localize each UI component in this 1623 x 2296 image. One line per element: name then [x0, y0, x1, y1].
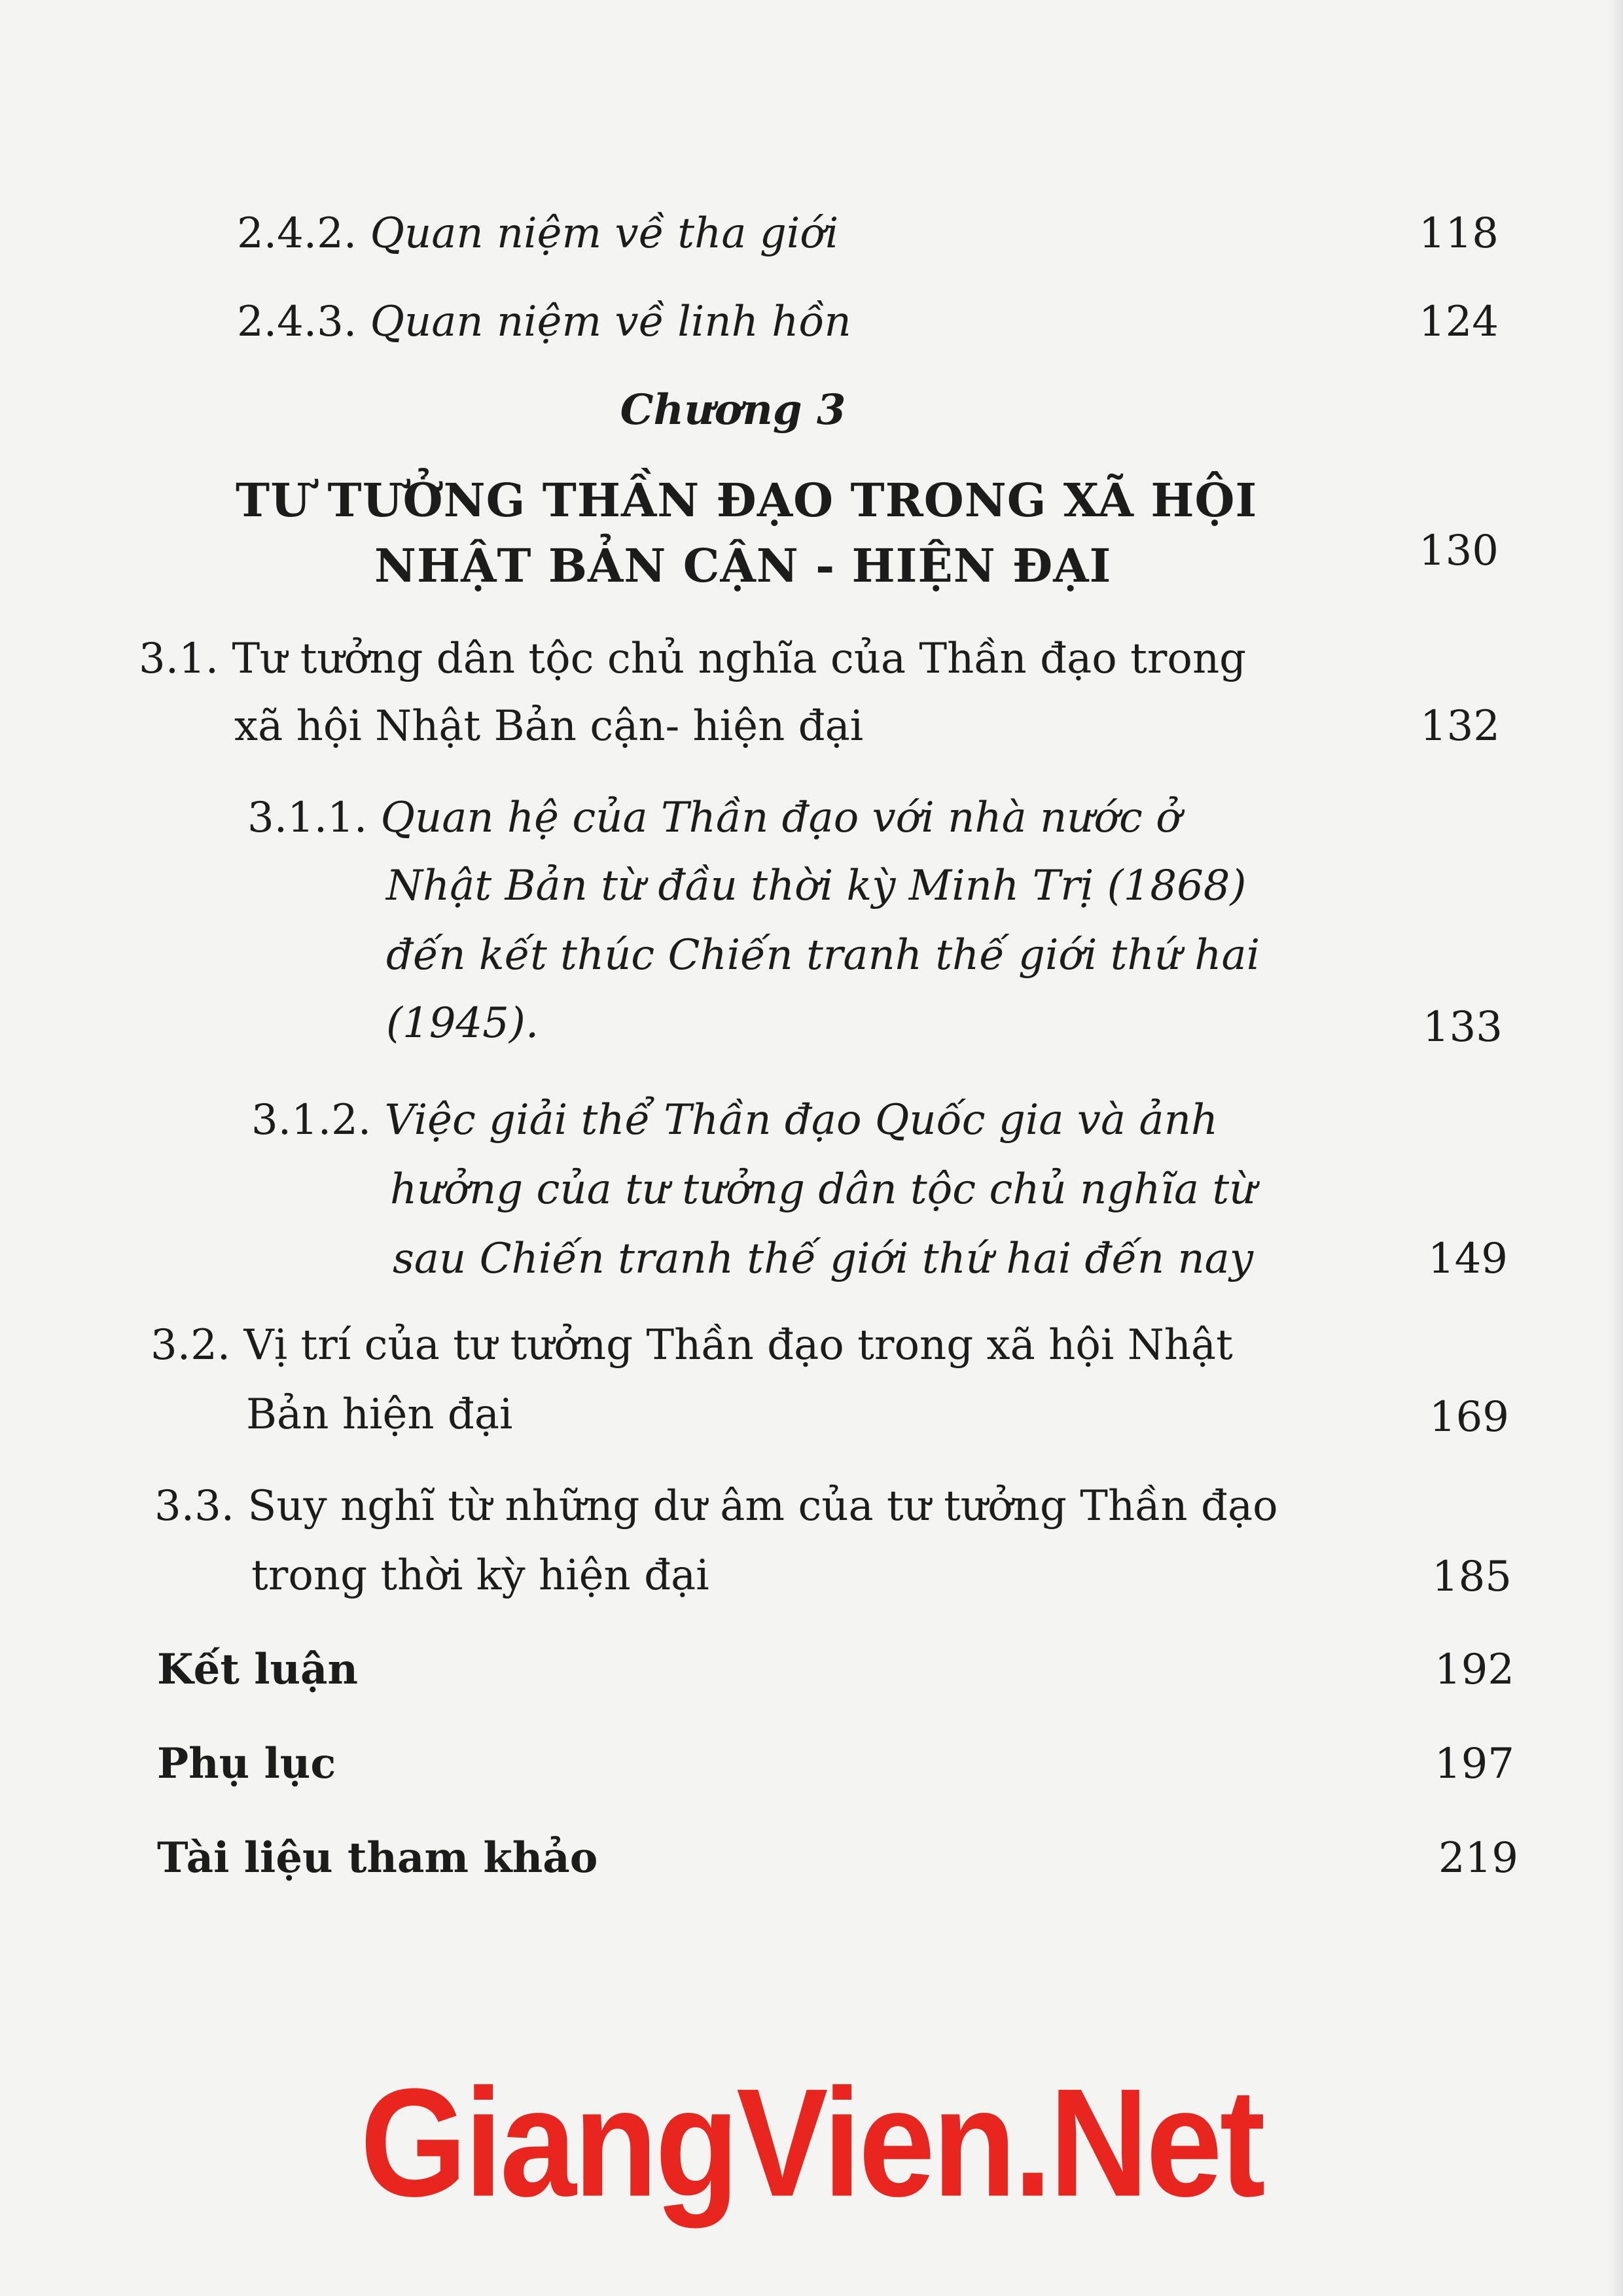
entry-number: 2.4.2.: [237, 209, 357, 258]
toc-entry-3-1-2: [251, 1096, 1219, 1144]
entry-title-line-1: Tư tưởng dân tộc chủ nghĩa của Thần đạo trong: [232, 635, 1247, 683]
entry-number: 2.4.3.: [237, 298, 357, 346]
page-number: 149: [1427, 1235, 1508, 1283]
entry-title-line-1: Vị trí của tư tưởng Thần đạo trong xã hội Nhật: [243, 1321, 1233, 1369]
toc-entry-2-4-2: [237, 209, 839, 258]
entry-title-line-3: sau Chiến tranh thế giới thứ hai đến nay: [393, 1235, 1253, 1283]
entry-number: 3.1.1.: [247, 794, 368, 842]
chapter-title-line-1: TƯ TƯỞNG THẦN ĐẠO TRONG XÃ HỘI: [236, 473, 1258, 527]
page-number: 132: [1419, 702, 1500, 751]
page-number: 133: [1422, 1003, 1503, 1051]
page-number: 118: [1418, 209, 1499, 258]
entry-title-line-2: xã hội Nhật Bản cận- hiện đại: [234, 702, 864, 751]
page-number: 169: [1429, 1393, 1509, 1441]
page-number: 219: [1438, 1834, 1518, 1882]
toc-entry-3-1: [139, 635, 1247, 683]
entry-title-line-2: hưởng của tư tưởng dân tộc chủ nghĩa từ: [390, 1165, 1257, 1214]
toc-entry-tai-lieu-tham-khao: Tài liệu tham khảo: [157, 1833, 598, 1882]
entry-number: 3.2.: [151, 1321, 231, 1369]
toc-entry-ket-luan: Kết luận: [157, 1645, 359, 1694]
chapter-title-line-2: NHẬT BẢN CẬN - HIỆN ĐẠI: [374, 539, 1112, 593]
entry-title-line-1: Suy nghĩ từ những dư âm của tư tưởng Thần đạo: [247, 1482, 1278, 1530]
entry-title-line-3: đến kết thúc Chiến tranh thế giới thứ hai: [386, 931, 1260, 980]
entry-title-line-2: Nhật Bản từ đầu thời kỳ Minh Trị (1868): [386, 862, 1247, 910]
toc-entry-3-3: [154, 1482, 1278, 1530]
toc-entry-phu-luc: Phụ lục: [157, 1739, 336, 1788]
entry-title-line-1: Quan hệ của Thần đạo với nhà nước ở: [380, 794, 1181, 842]
page-number: 124: [1418, 298, 1499, 346]
entry-title-line-1: Việc giải thể Thần đạo Quốc gia và ảnh: [384, 1096, 1219, 1144]
page-number: 185: [1431, 1553, 1512, 1601]
page-number: 197: [1434, 1740, 1514, 1788]
entry-title-line-4: (1945).: [386, 999, 539, 1048]
entry-title-line-2: Bản hiện đại: [246, 1390, 513, 1439]
entry-number: 3.1.2.: [251, 1096, 372, 1144]
chapter-label: Chương 3: [620, 385, 846, 434]
toc-entry-3-2: [151, 1321, 1233, 1369]
entry-number: 3.1.: [139, 635, 219, 683]
page-number: 192: [1434, 1646, 1514, 1694]
toc-entry-3-1-1: [247, 794, 1181, 842]
entry-title: Quan niệm về linh hồn: [370, 298, 851, 346]
page-edge-shadow: [1609, 0, 1623, 2296]
entry-title-line-2: trong thời kỳ hiện đại: [251, 1551, 709, 1600]
watermark-text: GiangVien.Net: [360, 2056, 1263, 2229]
entry-number: 3.3.: [154, 1482, 235, 1530]
entry-title: Quan niệm về tha giới: [370, 209, 839, 258]
page-number: 130: [1418, 527, 1499, 575]
toc-entry-2-4-3: [237, 298, 851, 346]
